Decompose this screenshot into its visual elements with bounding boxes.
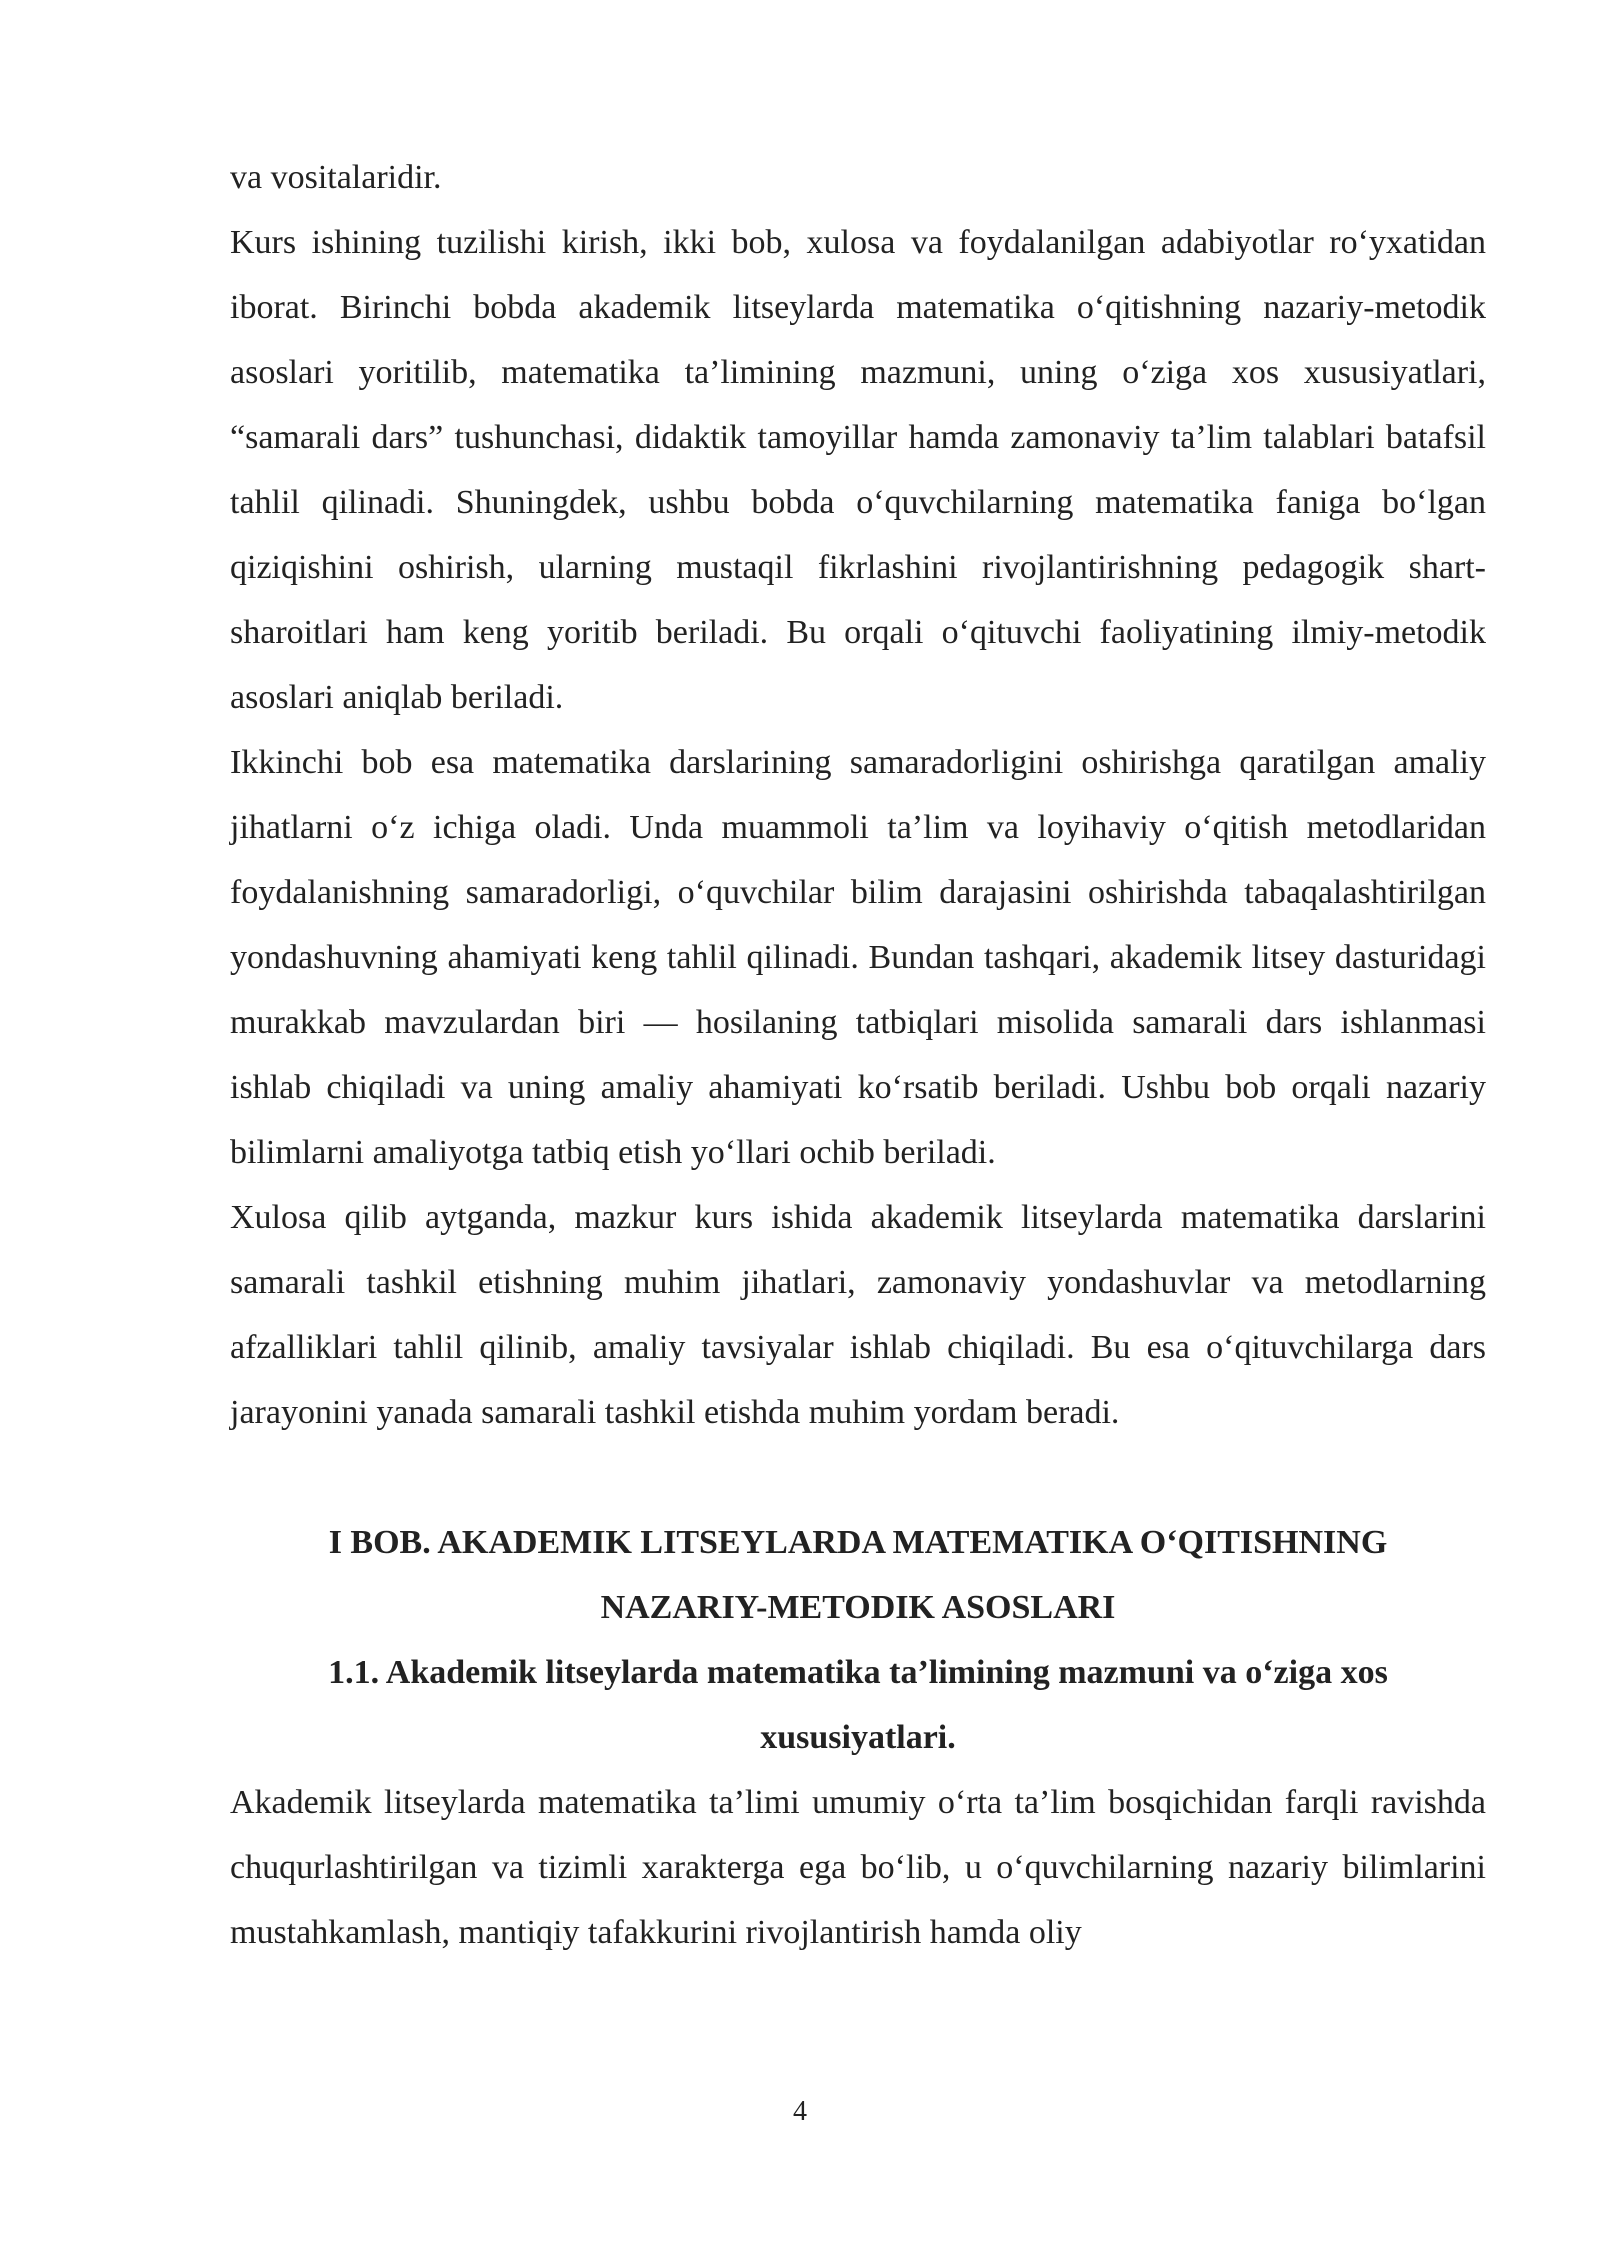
paragraph-continuation: va vositalaridir. [230, 159, 442, 196]
section-title-line1: 1.1. Akademik litseylarda matematika ta’limining mazmuni va oʻziga xos [328, 1654, 1388, 1691]
paragraph-section-intro: Akademik litseylarda matematika ta’limi umumiy oʻrta ta’lim bosqichidan farqli ravishda chuqurlashtirilgan va tizimli xarakterga ega boʻlib, u oʻquvchilarning nazariy bilimlarini mustahkamlash, mantiqiy tafakkurini rivojlantirish hamda oliy [230, 1784, 1486, 1951]
section-title-line2: xususiyatlari. [760, 1719, 956, 1756]
paragraph-structure: Kurs ishining tuzilishi kirish, ikki bob, xulosa va foydalanilgan adabiyotlar roʻyxatidan iborat. Birinchi bobda akademik litseylarda matematika oʻqitishning nazariy-metodik asoslari yoritilib, matematika ta’limining mazmuni, uning oʻziga xos xususiyatlari, “samarali dars” tushunchasi, didaktik tamoyillar hamda zamonaviy ta’lim talablari batafsil tahlil qilinadi. Shuningdek, ushbu bobda oʻquvchilarning matematika faniga boʻlgan qiziqishini oshirish, ularning mustaqil fikrlashini rivojlantirishning pedagogik shart-sharoitlari ham keng yoritib beriladi. Bu orqali oʻqituvchi faoliyatining ilmiy-metodik asoslari aniqlab beriladi. [230, 224, 1486, 716]
paragraph-second-chapter: Ikkinchi bob esa matematika darslarining samaradorligini oshirishga qaratilgan amaliy jihatlarni oʻz ichiga oladi. Unda muammoli ta’lim va loyihaviy oʻqitish metodlaridan foydalanishning samaradorligi, oʻquvchilar bilim darajasini oshirishda tabaqalashtirilgan yondashuvning ahamiyati keng tahlil qilinadi. Bundan tashqari, akademik litsey dasturidagi murakkab mavzulardan biri — hosilaning tatbiqlari misolida samarali dars ishlanmasi ishlab chiqiladi va uning amaliy ahamiyati koʻrsatib beriladi. Ushbu bob orqali nazariy bilimlarni amaliyotga tatbiq etish yoʻllari ochib beriladi. [230, 744, 1486, 1171]
chapter-title-line1: I BOB. AKADEMIK LITSEYLARDA MATEMATIKA OʻQITISHNING [328, 1524, 1388, 1561]
chapter-title [230, 1510, 1486, 1640]
page-content [230, 145, 1486, 1965]
chapter-title-line2: NAZARIY-METODIK ASOSLARI [600, 1589, 1116, 1626]
section-spacer [230, 1445, 1486, 1510]
section-title [230, 1640, 1486, 1770]
paragraph-conclusion: Xulosa qilib aytganda, mazkur kurs ishida akademik litseylarda matematika darslarini samarali tashkil etishning muhim jihatlari, zamonaviy yondashuvlar va metodlarning afzalliklari tahlil qilinib, amaliy tavsiyalar ishlab chiqiladi. Bu esa oʻqituvchilarga dars jarayonini yanada samarali tashkil etishda muhim yordam beradi. [230, 1199, 1486, 1431]
page-number: 4 [793, 2096, 807, 2127]
